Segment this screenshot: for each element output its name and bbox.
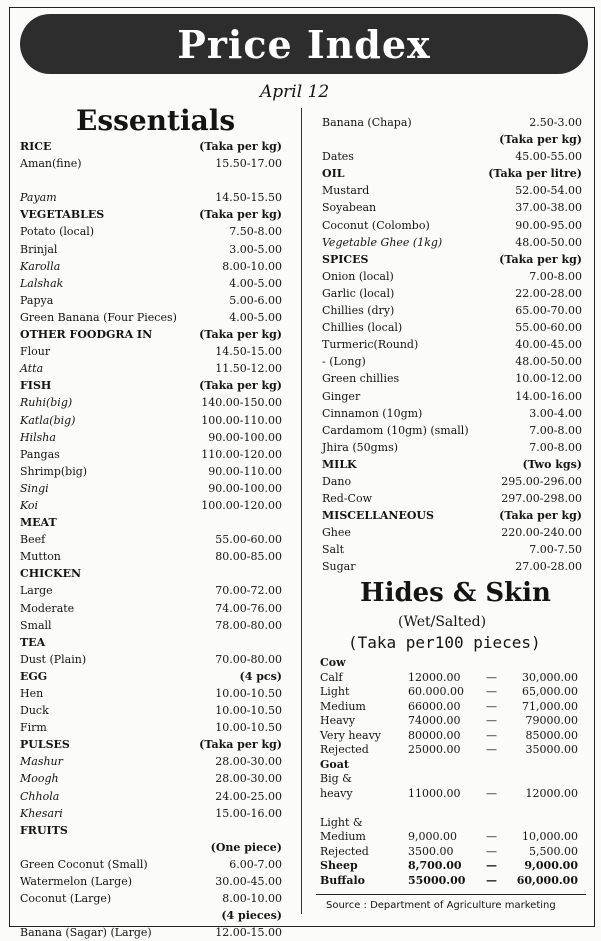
item-price: 7.50-8.00 xyxy=(229,225,282,239)
item-name: Watermelon (Large) xyxy=(20,875,133,889)
hides-row xyxy=(320,685,582,700)
hides-row xyxy=(320,859,582,874)
item-price: 28.00-30.00 xyxy=(215,772,282,786)
category-row xyxy=(322,165,582,182)
hides-row xyxy=(320,714,582,729)
item-name: Green chillies xyxy=(322,372,400,386)
price-row xyxy=(322,439,582,456)
price-row xyxy=(322,524,582,541)
item-price: 80.00-85.00 xyxy=(215,550,282,564)
item-price: (Taka per kg) xyxy=(199,208,282,222)
hides-heading: Hides & Skin xyxy=(360,578,551,608)
price-row xyxy=(322,217,582,234)
item-name: RICE xyxy=(20,140,52,153)
column-divider xyxy=(301,108,302,914)
item-price: 8.00-10.00 xyxy=(222,259,282,273)
price-row xyxy=(322,353,582,370)
item-price: (Taka per kg) xyxy=(199,140,282,153)
item-name: Hilsha xyxy=(20,430,56,444)
item-name: Potato (local) xyxy=(20,225,95,239)
category-row xyxy=(20,514,282,531)
category-row xyxy=(20,138,282,155)
hide-type: Medium xyxy=(320,699,366,713)
item-price: (Two kgs) xyxy=(522,457,582,471)
item-name: Brinjal xyxy=(20,242,58,256)
range-dash: — xyxy=(486,844,497,858)
item-price: 10.00-12.00 xyxy=(515,372,582,386)
item-name: Moogh xyxy=(20,772,59,786)
item-price: 90.00-100.00 xyxy=(208,481,282,495)
range-dash: — xyxy=(486,714,497,727)
hide-type: Calf xyxy=(320,670,343,684)
price-row xyxy=(20,719,282,736)
high-price: 5,500.00 xyxy=(529,844,578,858)
item-price: (4 pcs) xyxy=(239,669,282,683)
item-name: Karolla xyxy=(20,259,61,273)
range-dash: — xyxy=(486,873,497,887)
essentials-right-column xyxy=(322,114,582,576)
item-name: Khesari xyxy=(20,806,63,820)
high-price: 9,000.00 xyxy=(524,859,578,872)
item-price: 7.00-7.50 xyxy=(529,543,582,557)
price-row xyxy=(20,548,282,565)
item-name: Cardamom (10gm) (small) xyxy=(322,423,469,437)
item-price: 70.00-80.00 xyxy=(215,652,282,666)
high-price: 60,000.00 xyxy=(516,873,578,887)
category-row xyxy=(322,507,582,524)
item-price: (One piece) xyxy=(210,840,282,854)
item-price: 10.00-10.50 xyxy=(215,704,282,718)
price-row xyxy=(322,336,582,353)
item-price: 295.00-296.00 xyxy=(501,474,582,488)
item-price: 8.00-10.00 xyxy=(222,892,282,906)
item-name: Mustard xyxy=(322,184,370,198)
item-price: 90.00-100.00 xyxy=(208,430,282,444)
hide-type: Rejected xyxy=(320,743,369,756)
hides-row xyxy=(320,758,582,773)
item-name: Dano xyxy=(322,474,352,488)
price-row xyxy=(20,480,282,497)
price-row xyxy=(20,223,282,240)
item-name: Banana (Sagar) (Large) xyxy=(20,926,152,940)
price-row xyxy=(20,497,282,514)
item-name: Singi xyxy=(20,481,49,495)
high-price: 30,000.00 xyxy=(522,670,578,684)
high-price: 79000.00 xyxy=(525,714,578,727)
item-price: 6.00-7.00 xyxy=(229,857,282,871)
hide-type: Heavy xyxy=(320,714,356,727)
item-name: Mutton xyxy=(20,550,61,564)
high-price: 10,000.00 xyxy=(522,830,578,843)
category-row xyxy=(20,839,282,856)
item-price: 14.50-15.00 xyxy=(215,345,282,359)
item-name: Flour xyxy=(20,345,51,359)
item-name: Turmeric(Round) xyxy=(322,338,419,352)
price-row xyxy=(322,199,582,216)
category-row xyxy=(322,131,582,148)
low-price: 60.000.00 xyxy=(408,685,464,698)
item-name: MISCELLANEOUS xyxy=(322,509,434,523)
item-name: Soyabean xyxy=(322,201,377,215)
item-price: 7.00-8.00 xyxy=(529,440,582,454)
price-row xyxy=(20,685,282,702)
price-row xyxy=(322,148,582,165)
item-price: (Taka per kg) xyxy=(499,509,582,523)
price-row xyxy=(20,189,282,206)
item-price: 28.00-30.00 xyxy=(215,755,282,769)
item-price: (4 pieces) xyxy=(221,909,282,923)
price-row xyxy=(20,343,282,360)
price-row xyxy=(20,924,282,941)
item-price: 3.00-4.00 xyxy=(529,406,582,420)
item-name: Green Coconut (Small) xyxy=(20,857,148,871)
category-row xyxy=(20,736,282,753)
item-price: 12.00-15.00 xyxy=(215,926,282,940)
page-title: Price Index xyxy=(177,22,431,67)
item-name: Atta xyxy=(20,362,44,376)
item-name: OIL xyxy=(322,167,345,181)
item-price: 48.00-50.00 xyxy=(515,355,582,369)
price-row xyxy=(20,856,282,873)
item-price: 297.00-298.00 xyxy=(501,492,582,506)
item-name: Coconut (Large) xyxy=(20,892,112,906)
price-row xyxy=(20,600,282,617)
price-row xyxy=(20,651,282,668)
item-name: Payam xyxy=(20,191,57,205)
item-price: 70.00-72.00 xyxy=(215,584,282,598)
price-row xyxy=(20,412,282,429)
high-price: 12000.00 xyxy=(525,786,578,800)
item-price: 14.00-16.00 xyxy=(515,389,582,403)
item-price: 100.00-120.00 xyxy=(201,498,282,512)
category-row xyxy=(20,565,282,582)
hides-table xyxy=(320,656,582,888)
item-price: (Taka per kg) xyxy=(199,738,282,752)
item-name: Vegetable Ghee (1kg) xyxy=(322,235,443,249)
price-row xyxy=(322,405,582,422)
range-dash: — xyxy=(486,670,497,684)
price-row xyxy=(322,490,582,507)
source-rule xyxy=(316,894,586,895)
price-row xyxy=(20,241,282,258)
range-dash: — xyxy=(486,685,497,698)
low-price: 9,000.00 xyxy=(408,830,457,843)
item-name: MEAT xyxy=(20,516,57,530)
item-name: Dust (Plain) xyxy=(20,652,87,666)
item-price: 52.00-54.00 xyxy=(515,184,582,198)
price-row xyxy=(322,370,582,387)
price-row xyxy=(20,429,282,446)
price-row xyxy=(20,463,282,480)
hides-row xyxy=(320,816,582,845)
category-row xyxy=(322,251,582,268)
item-price: 90.00-110.00 xyxy=(208,464,282,478)
item-name: Onion (local) xyxy=(322,269,394,283)
item-name: PULSES xyxy=(20,738,70,752)
item-name: FISH xyxy=(20,379,52,393)
item-name: Beef xyxy=(20,533,46,547)
category-row xyxy=(20,668,282,685)
item-name: Katla(big) xyxy=(20,413,76,427)
price-row xyxy=(322,285,582,302)
item-name: Sugar xyxy=(322,560,356,574)
item-name: EGG xyxy=(20,669,48,683)
item-name: VEGETABLES xyxy=(20,208,105,222)
hides-row xyxy=(320,845,582,860)
hides-row xyxy=(320,874,582,889)
category-row xyxy=(20,822,282,839)
price-row xyxy=(322,422,582,439)
item-price: 100.00-110.00 xyxy=(201,413,282,427)
item-name: Chillies (dry) xyxy=(322,304,395,318)
category-row xyxy=(20,907,282,924)
item-name: Jhira (50gms) xyxy=(322,440,399,454)
price-row xyxy=(322,541,582,558)
category-row xyxy=(20,326,282,343)
high-price: 35000.00 xyxy=(525,743,578,756)
item-price: 5.00-6.00 xyxy=(229,293,282,307)
hide-type: Sheep xyxy=(320,859,358,872)
price-row xyxy=(20,582,282,599)
range-dash: — xyxy=(486,743,497,756)
item-name: Large xyxy=(20,584,53,598)
category-row xyxy=(322,456,582,473)
price-row xyxy=(322,182,582,199)
hides-unit: (Taka per100 pieces) xyxy=(348,633,541,652)
low-price: 80000.00 xyxy=(408,728,461,742)
low-price: 66000.00 xyxy=(408,699,461,713)
price-row xyxy=(20,309,282,326)
item-name: Ruhi(big) xyxy=(20,396,73,410)
low-price: 8,700.00 xyxy=(408,859,462,872)
item-name: Salt xyxy=(322,543,345,557)
hides-row xyxy=(320,772,582,801)
item-price: 220.00-240.00 xyxy=(501,526,582,540)
hides-row xyxy=(320,801,582,816)
price-row xyxy=(20,275,282,292)
hide-type: Big & heavy xyxy=(320,772,353,800)
range-dash: — xyxy=(486,830,497,843)
item-name: Firm xyxy=(20,721,47,735)
item-name: Chillies (local) xyxy=(322,321,403,335)
price-row xyxy=(20,292,282,309)
item-price: 55.00-60.00 xyxy=(515,321,582,335)
low-price: 3500.00 xyxy=(408,844,454,858)
category-row xyxy=(20,206,282,223)
low-price: 74000.00 xyxy=(408,714,461,727)
low-price: 25000.00 xyxy=(408,743,461,756)
item-price: (Taka per kg) xyxy=(499,252,582,266)
low-price: 55000.00 xyxy=(408,873,466,887)
item-name: Moderate xyxy=(20,601,75,615)
item-name: Pangas xyxy=(20,447,60,461)
range-dash: — xyxy=(486,786,497,800)
item-name: Lalshak xyxy=(20,276,64,290)
item-name: Banana (Chapa) xyxy=(322,116,412,129)
item-name: Mashur xyxy=(20,755,63,769)
price-row xyxy=(20,873,282,890)
price-row xyxy=(322,302,582,319)
price-row xyxy=(20,770,282,787)
item-name: Small xyxy=(20,618,52,632)
low-price: 12000.00 xyxy=(408,670,461,684)
item-price: 14.50-15.50 xyxy=(215,191,282,205)
item-name: Hen xyxy=(20,687,44,700)
item-price: 11.50-12.00 xyxy=(215,362,282,376)
price-row xyxy=(322,268,582,285)
range-dash: — xyxy=(486,859,497,872)
hides-row xyxy=(320,700,582,715)
price-row xyxy=(20,617,282,634)
category-row xyxy=(20,377,282,394)
hide-type: Rejected xyxy=(320,844,369,858)
hides-row xyxy=(320,656,582,671)
item-name: Red-Cow xyxy=(322,492,373,506)
price-row xyxy=(20,702,282,719)
spacer xyxy=(20,172,282,189)
range-dash: — xyxy=(486,728,497,742)
essentials-heading: Essentials xyxy=(76,104,236,137)
hide-type: Light xyxy=(320,685,350,698)
item-name: Shrimp(big) xyxy=(20,464,88,478)
low-price: 11000.00 xyxy=(408,786,461,800)
price-row xyxy=(20,788,282,805)
item-price: 40.00-45.00 xyxy=(515,338,582,352)
item-name: Ginger xyxy=(322,389,361,403)
item-name: Chhola xyxy=(20,789,60,803)
item-price: 55.00-60.00 xyxy=(215,533,282,547)
item-name: Koi xyxy=(20,498,39,512)
item-price: (Taka per kg) xyxy=(499,133,582,147)
item-name: Garlic (local) xyxy=(322,286,395,300)
item-price: 24.00-25.00 xyxy=(215,789,282,803)
range-dash: — xyxy=(486,699,497,713)
hide-type: Goat xyxy=(320,757,349,771)
item-name: Cinnamon (10gm) xyxy=(322,406,423,420)
item-price: 37.00-38.00 xyxy=(515,201,582,215)
item-price: 78.00-80.00 xyxy=(215,618,282,632)
item-name: OTHER FOODGRA IN xyxy=(20,328,153,342)
price-row xyxy=(322,558,582,575)
price-row xyxy=(20,155,282,172)
item-name: FRUITS xyxy=(20,823,68,837)
item-name: Ghee xyxy=(322,526,351,540)
price-row xyxy=(20,394,282,411)
hides-row xyxy=(320,671,582,686)
item-price: 74.00-76.00 xyxy=(215,601,282,615)
price-row xyxy=(20,890,282,907)
item-price: 15.50-17.00 xyxy=(215,157,282,171)
price-row xyxy=(322,114,582,131)
price-row xyxy=(20,753,282,770)
issue-date: April 12 xyxy=(260,82,330,102)
item-price: 65.00-70.00 xyxy=(515,304,582,318)
hides-row xyxy=(320,743,582,758)
item-name: SPICES xyxy=(322,252,369,266)
high-price: 65,000.00 xyxy=(522,685,578,698)
price-row xyxy=(20,805,282,822)
price-row xyxy=(322,234,582,251)
item-name: CHICKEN xyxy=(20,567,82,581)
item-name: TEA xyxy=(20,635,46,649)
item-price: 48.00-50.00 xyxy=(515,235,582,249)
item-name: Aman(fine) xyxy=(20,157,82,171)
price-row xyxy=(20,258,282,275)
price-row xyxy=(322,388,582,405)
item-price: 7.00-8.00 xyxy=(529,423,582,437)
essentials-left-column xyxy=(20,138,282,941)
item-name: MILK xyxy=(322,457,357,471)
item-price: 3.00-5.00 xyxy=(229,242,282,256)
item-price: 7.00-8.00 xyxy=(529,269,582,283)
price-row xyxy=(20,446,282,463)
hide-type: Buffalo xyxy=(320,873,365,887)
item-name: Green Banana (Four Pieces) xyxy=(20,310,177,324)
item-name: Duck xyxy=(20,704,49,718)
item-price: (Taka per kg) xyxy=(199,328,282,342)
item-name: Dates xyxy=(322,150,354,164)
item-name: Coconut (Colombo) xyxy=(322,218,430,232)
item-name: Papya xyxy=(20,293,54,307)
high-price: 71,000.00 xyxy=(522,699,578,713)
item-price: 10.00-10.50 xyxy=(215,721,282,735)
item-price: 30.00-45.00 xyxy=(215,875,282,889)
item-price: 110.00-120.00 xyxy=(201,447,282,461)
price-row xyxy=(322,473,582,490)
price-row xyxy=(20,531,282,548)
item-price: (Taka per kg) xyxy=(199,379,282,393)
category-row xyxy=(20,634,282,651)
item-price: 10.00-10.50 xyxy=(215,687,282,700)
title-banner xyxy=(20,14,588,74)
item-price: 4.00-5.00 xyxy=(229,310,282,324)
price-row xyxy=(322,319,582,336)
hide-type: Very heavy xyxy=(320,728,381,742)
hide-type: Light & Medium xyxy=(320,815,366,843)
item-price: 27.00-28.00 xyxy=(515,560,582,574)
hide-type: Cow xyxy=(320,656,346,669)
hides-row xyxy=(320,729,582,744)
item-price: 2.50-3.00 xyxy=(529,116,582,129)
item-price: 15.00-16.00 xyxy=(215,806,282,820)
item-price: 140.00-150.00 xyxy=(201,396,282,410)
item-price: 4.00-5.00 xyxy=(229,276,282,290)
item-name: - (Long) xyxy=(322,355,366,369)
high-price: 85000.00 xyxy=(525,728,578,742)
item-price: (Taka per litre) xyxy=(488,167,582,181)
item-price: 90.00-95.00 xyxy=(515,218,582,232)
source-note: Source : Department of Agriculture marketing xyxy=(326,900,556,911)
item-price: 22.00-28.00 xyxy=(515,286,582,300)
item-price: 45.00-55.00 xyxy=(515,150,582,164)
hides-subheading: (Wet/Salted) xyxy=(398,614,487,630)
price-row xyxy=(20,360,282,377)
